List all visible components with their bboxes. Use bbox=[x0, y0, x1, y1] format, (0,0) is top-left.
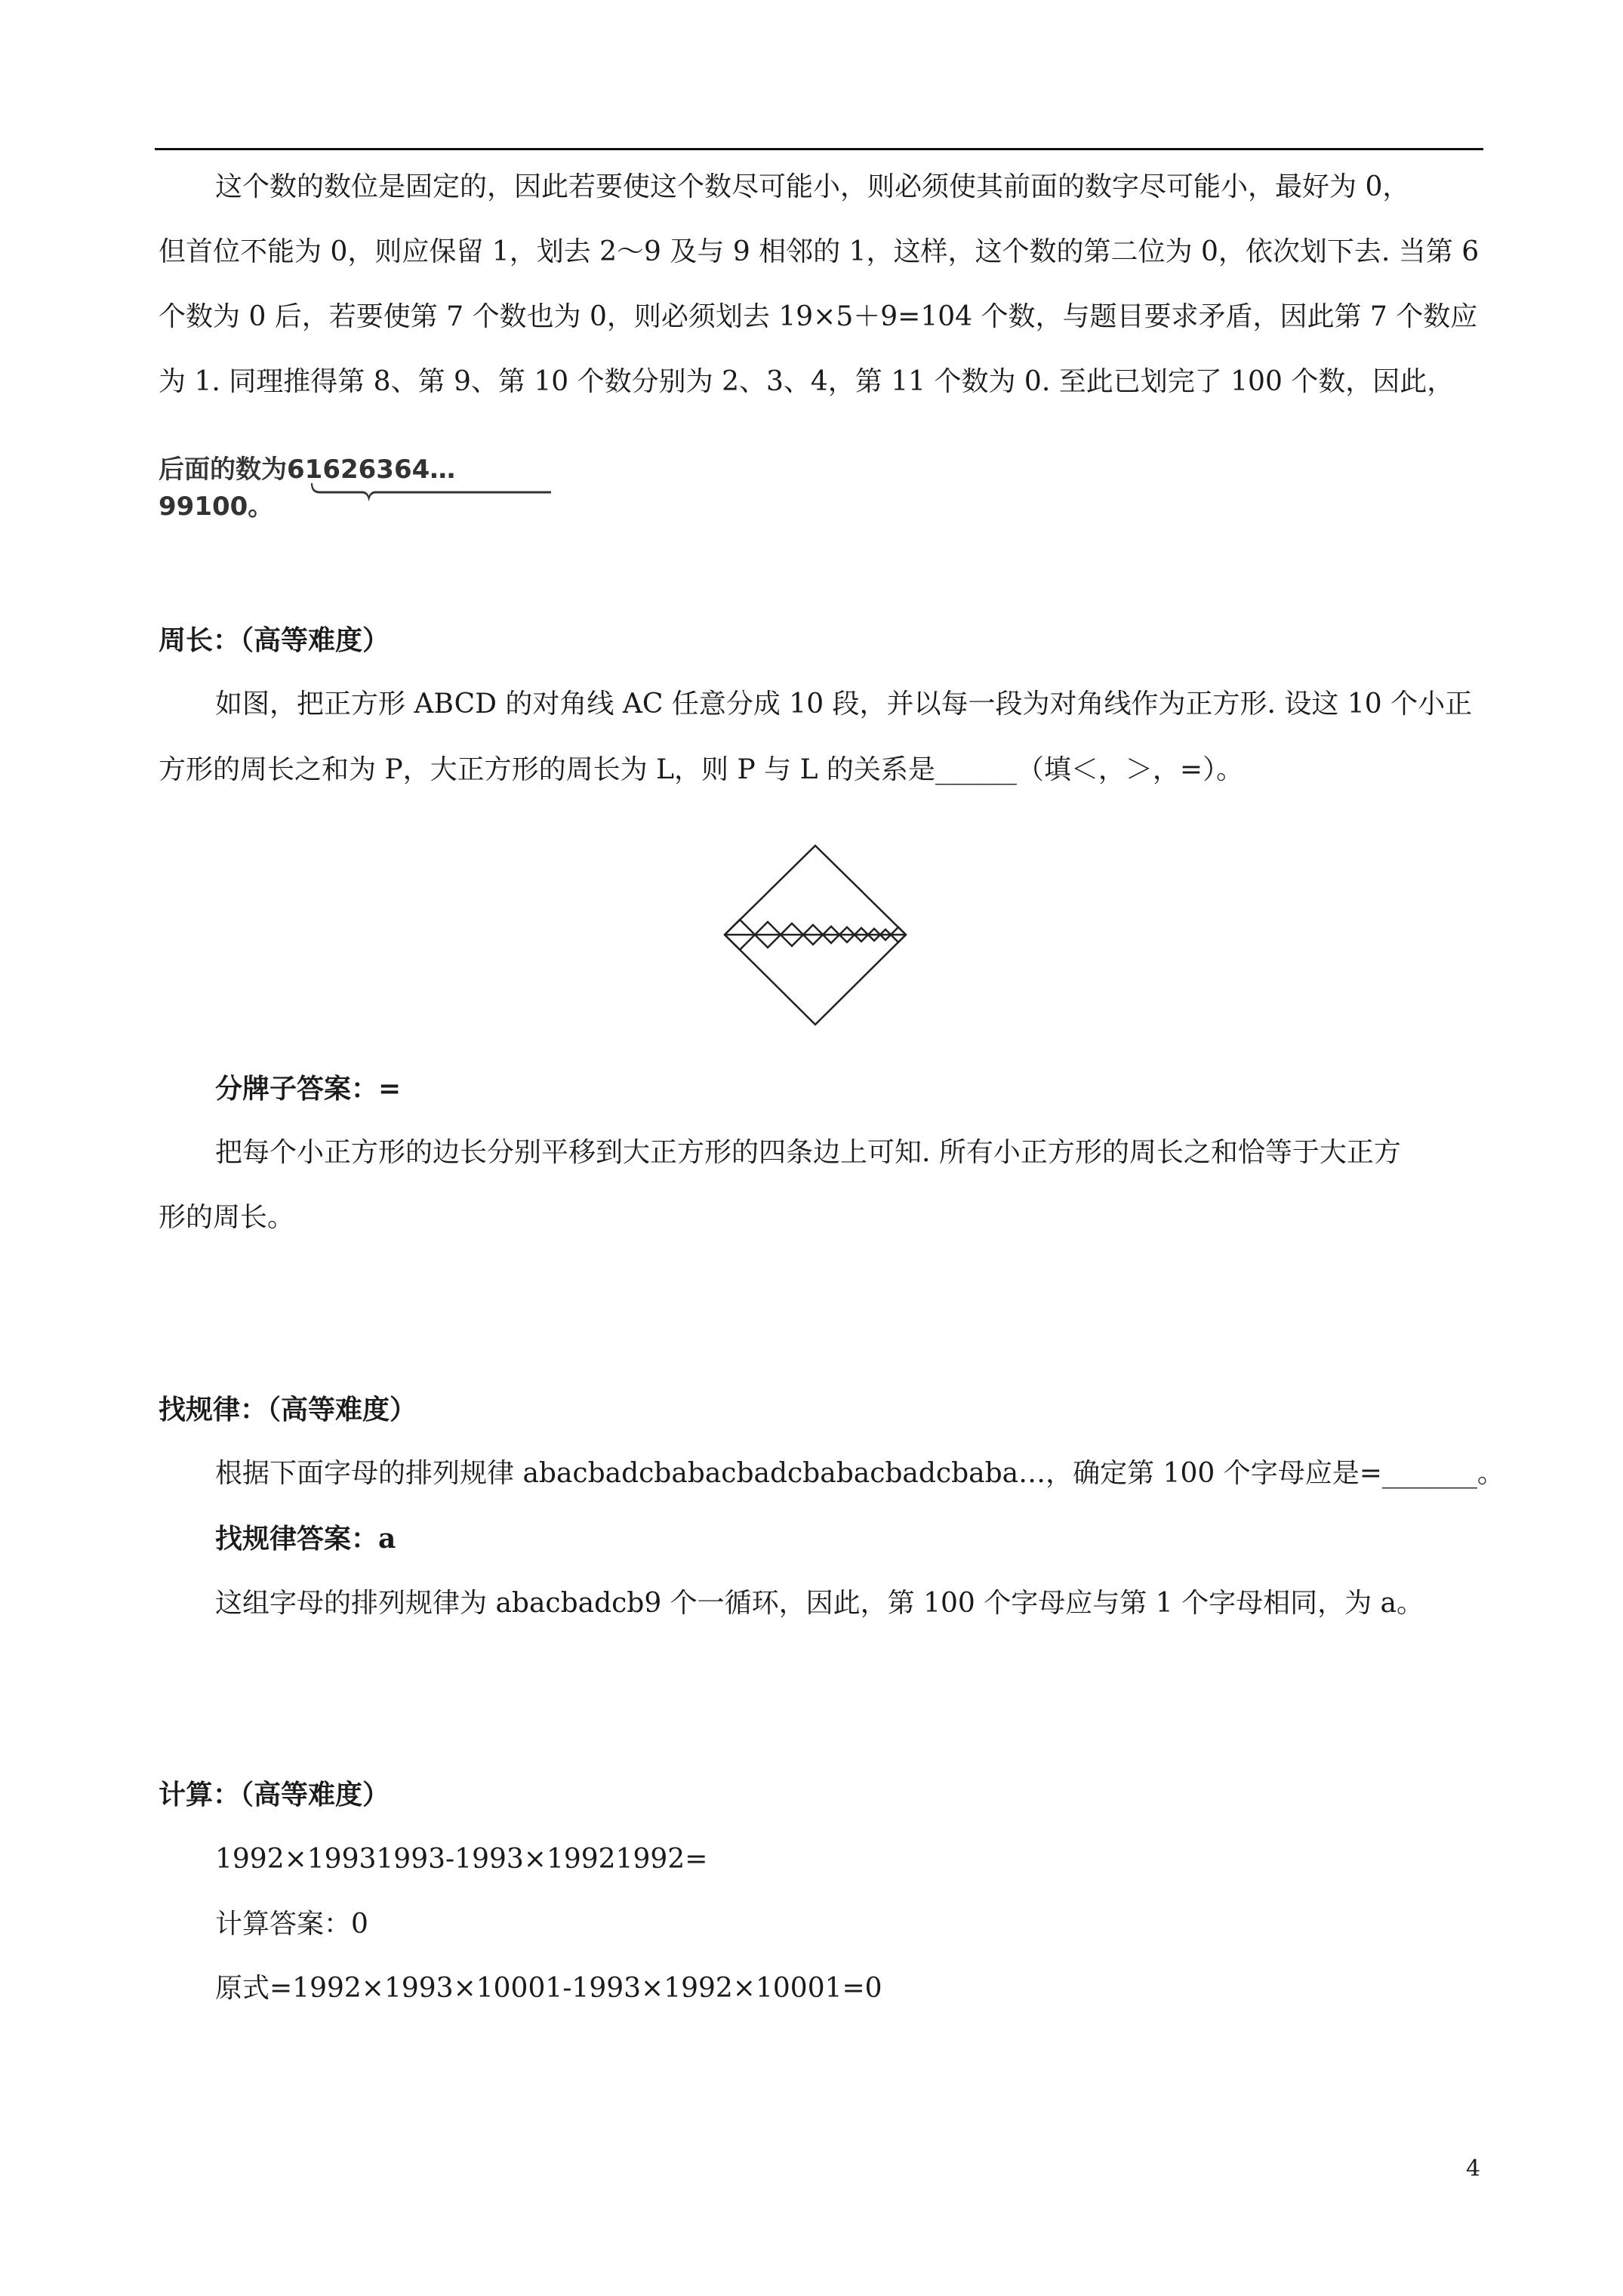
pattern-problem: 根据下面字母的排列规律 abacbadcbabacbadcbabacbadcbaba…，确定第 100 个字母应是=_______。 bbox=[215, 1458, 1504, 1489]
prev-solution-line-4: 为 1. 同理推得第 8、第 9、第 10 个数分别为 2、3、4，第 11 个数为 0. 至此已划完了 100 个数，因此， bbox=[159, 366, 1455, 397]
perimeter-problem-line-1: 如图，把正方形 ABCD 的对角线 AC 任意分成 10 段，并以每一段为对角线作为正方形. 设这 10 个小正 bbox=[215, 689, 1473, 720]
perimeter-problem-line-2: 方形的周长之和为 P，大正方形的周长为 L，则 P 与 L 的关系是______（填＜，＞，=）。 bbox=[159, 754, 1244, 785]
perimeter-answer: 分牌子答案：= bbox=[215, 1073, 402, 1105]
pattern-answer: 找规律答案：a bbox=[215, 1523, 396, 1555]
calculation-answer: 计算答案：0 bbox=[215, 1909, 368, 1940]
pattern-heading: 找规律：（高等难度） bbox=[159, 1394, 417, 1425]
result-number-text: 后面的数为61626364…99100。 bbox=[159, 455, 456, 522]
prev-solution-line-1: 这个数的数位是固定的，因此若要使这个数尽可能小，则必须使其前面的数字尽可能小，最好为 0， bbox=[215, 171, 1410, 202]
perimeter-explanation-line-2: 形的周长。 bbox=[159, 1202, 295, 1233]
calculation-explanation: 原式=1992×1993×10001-1993×1992×10001=0 bbox=[215, 1973, 882, 2004]
calculation-problem: 1992×19931993-1993×19921992= bbox=[215, 1844, 708, 1875]
perimeter-explanation-line-1: 把每个小正方形的边长分别平移到大正方形的四条边上可知. 所有小正方形的周长之和恰等于大正方 bbox=[215, 1137, 1401, 1168]
result-number-image bbox=[159, 445, 551, 522]
page-number: 4 bbox=[1466, 2156, 1481, 2182]
underbrace-icon bbox=[159, 445, 551, 506]
calculation-heading: 计算：（高等难度） bbox=[159, 1779, 390, 1811]
perimeter-heading: 周长：（高等难度） bbox=[159, 624, 390, 656]
small-squares-lower bbox=[725, 935, 906, 950]
small-squares-upper bbox=[725, 920, 906, 935]
prev-solution-line-2: 但首位不能为 0，则应保留 1，划去 2～9 及与 9 相邻的 1，这样，这个数的第二位为 0，依次划下去. 当第 6 bbox=[159, 236, 1480, 267]
prev-solution-line-3: 个数为 0 后，若要使第 7 个数也为 0，则必须划去 19×5＋9=104 个数，与题目要求矛盾，因此第 7 个数应 bbox=[159, 301, 1478, 332]
pattern-explanation: 这组字母的排列规律为 abacbadcb9 个一循环，因此，第 100 个字母应与第 1 个字母相同，为 a。 bbox=[215, 1588, 1424, 1619]
square-diagonal-figure bbox=[721, 842, 910, 1027]
header-rule bbox=[155, 148, 1483, 150]
